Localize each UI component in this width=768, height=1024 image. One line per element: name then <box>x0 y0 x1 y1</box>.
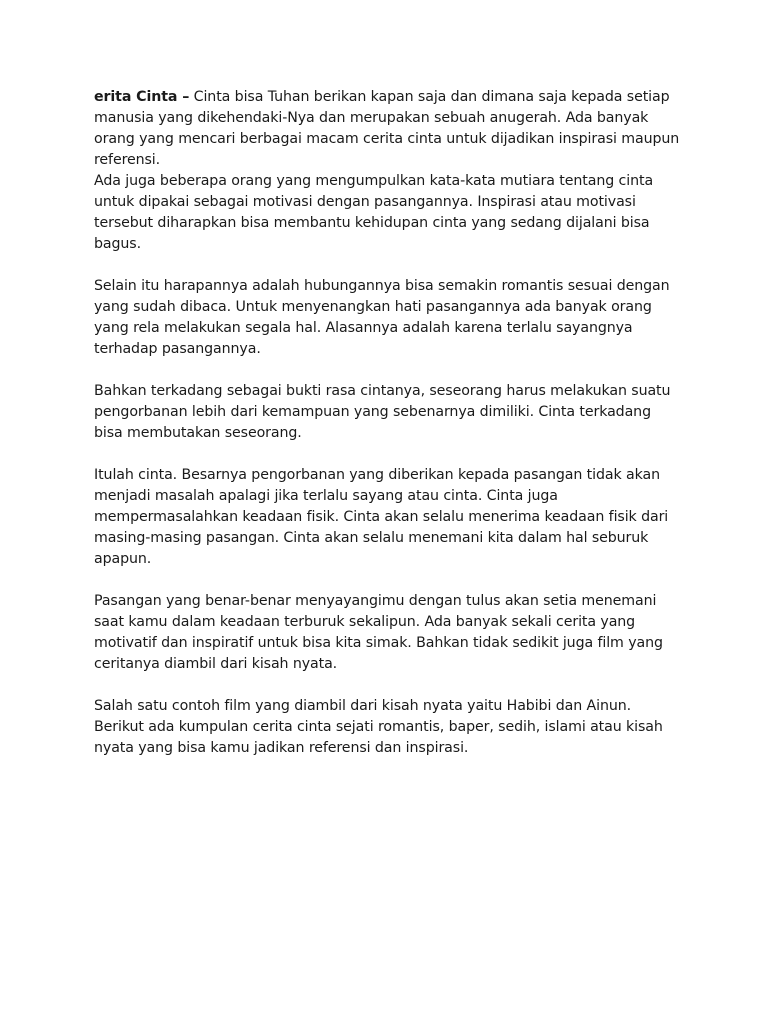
paragraph-6: Pasangan yang benar-benar menyayangimu dengan tulus akan setia menemani saat kamu dalam keadaan terburuk sekalipun. Ada banyak sekali cerita yang motivatif dan inspiratif untuk bisa kita simak. Bahkan tidak sedikit juga film yang ceritanya diambil dari kisah nyata. <box>94 593 663 672</box>
paragraph-4: Bahkan terkadang sebagai bukti rasa cintanya, seseorang harus melakukan suatu pengorbanan lebih dari kemampuan yang sebenarnya dimiliki. Cinta terkadang bisa membutakan seseorang. <box>94 383 671 441</box>
paragraph-5: Itulah cinta. Besarnya pengorbanan yang diberikan kepada pasangan tidak akan menjadi masalah apalagi jika terlalu sayang atau cinta. Cinta juga mempermasalahkan keadaan fisik. Cinta akan selalu menerima keadaan fisik dari masing-masing pasangan. Cinta akan selalu menemani kita dalam hal seburuk apapun. <box>94 467 669 567</box>
paragraph-7: Salah satu contoh film yang diambil dari kisah nyata yaitu Habibi dan Ainun. Berikut ada kumpulan cerita cinta sejati romantis, baper, sedih, islami atau kisah nyata yang bisa kamu jadikan referensi dan inspirasi. <box>94 698 663 756</box>
paragraph-3: Selain itu harapannya adalah hubungannya bisa semakin romantis sesuai dengan yang sudah dibaca. Untuk menyenangkan hati pasangannya ada banyak orang yang rela melakukan segala hal. Alasannya adalah karena terlalu sayangnya terhadap pasangannya. <box>94 278 670 357</box>
lead-bold-text: erita Cinta – <box>94 89 190 105</box>
document-page <box>94 87 684 780</box>
paragraph-2: Ada juga beberapa orang yang mengumpulkan kata-kata mutiara tentang cinta untuk dipakai sebagai motivasi dengan pasangannya. Inspirasi atau motivasi tersebut diharapkan bisa membantu kehidupan cinta yang sedang dijalani bisa bagus. <box>94 173 654 252</box>
paragraph-text: Cinta bisa Tuhan berikan kapan saja dan dimana saja kepada setiap manusia yang dikehendaki-Nya dan merupakan sebuah anugerah. Ada banyak orang yang mencari berbagai macam cerita cinta untuk dijadikan inspirasi maupun referensi. <box>94 89 680 168</box>
paragraph-intro <box>94 87 684 171</box>
